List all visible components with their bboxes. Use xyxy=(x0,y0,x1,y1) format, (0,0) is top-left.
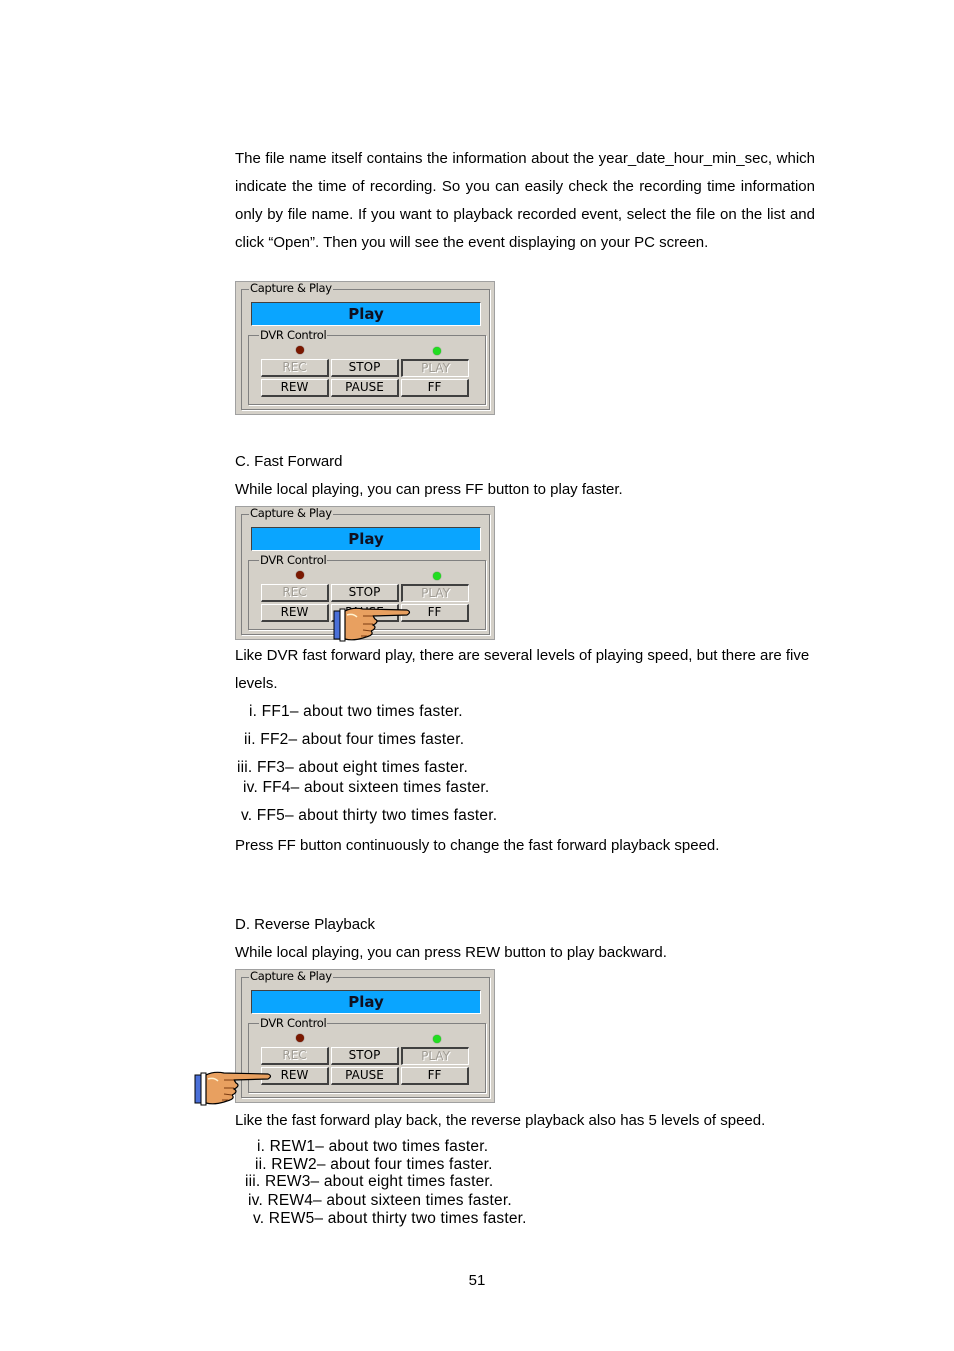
rew-button[interactable]: REW xyxy=(261,379,329,397)
list-item: i. REW1– about two times faster. xyxy=(257,1138,489,1155)
list-item: v. REW5– about thirty two times faster. xyxy=(253,1210,527,1227)
rec-button[interactable]: REC xyxy=(261,359,329,377)
play-status-bar: Play xyxy=(251,527,481,551)
section-d-intro: While local playing, you can press REW button to play backward. xyxy=(235,944,667,961)
pause-button[interactable]: PAUSE xyxy=(331,379,399,397)
pause-button[interactable]: PAUSE xyxy=(331,1067,399,1085)
section-d-after-image: Like the fast forward play back, the reverse playback also has 5 levels of speed. xyxy=(235,1112,766,1129)
record-indicator-led xyxy=(296,1034,304,1042)
record-indicator-led xyxy=(296,346,304,354)
dvr-control-group-title: DVR Control xyxy=(260,328,327,342)
intro-paragraph: The file name itself contains the information about the year_date_hour_min_sec, which indicate the time of recording. So you can easily check the recording time information only by file name. If you want to playback recorded event, select the file on the list and click “Open”. Then you will see the event displaying on your PC screen. xyxy=(235,150,815,251)
play-indicator-led xyxy=(433,572,441,580)
list-item: iv. REW4– about sixteen times faster. xyxy=(248,1192,512,1209)
play-status-bar: Play xyxy=(251,302,481,326)
play-indicator-led xyxy=(433,347,441,355)
play-button[interactable]: PLAY xyxy=(401,1047,469,1065)
play-button[interactable]: PLAY xyxy=(401,359,469,377)
dvr-control-group-title: DVR Control xyxy=(260,1016,327,1030)
rec-button[interactable]: REC xyxy=(261,1047,329,1065)
ff-button[interactable]: FF xyxy=(401,1067,469,1085)
dvr-control-group-title: DVR Control xyxy=(260,553,327,567)
list-item: iv. FF4– about sixteen times faster. xyxy=(243,779,490,796)
capture-play-group-title: Capture & Play xyxy=(250,969,332,983)
list-item: ii. FF2– about four times faster. xyxy=(244,731,465,748)
pointing-hand-icon xyxy=(194,1069,274,1107)
play-button[interactable]: PLAY xyxy=(401,584,469,602)
pointing-hand-icon xyxy=(333,605,413,643)
section-c-heading: C. Fast Forward xyxy=(235,453,343,470)
capture-play-panel xyxy=(235,281,495,415)
capture-play-group-title: Capture & Play xyxy=(250,506,332,520)
page-number: 51 xyxy=(468,1272,486,1289)
rec-button[interactable]: REC xyxy=(261,584,329,602)
play-indicator-led xyxy=(433,1035,441,1043)
stop-button[interactable]: STOP xyxy=(331,1047,399,1065)
list-item: i. FF1– about two times faster. xyxy=(249,703,463,720)
list-item: iii. REW3– about eight times faster. xyxy=(245,1173,494,1190)
list-item: iii. FF3– about eight times faster. xyxy=(237,759,468,776)
section-c-intro: While local playing, you can press FF button to play faster. xyxy=(235,481,623,498)
list-item: ii. REW2– about four times faster. xyxy=(255,1156,493,1173)
section-c-note: Press FF button continuously to change the fast forward playback speed. xyxy=(235,837,720,854)
stop-button[interactable]: STOP xyxy=(331,584,399,602)
ff-button[interactable]: FF xyxy=(401,379,469,397)
stop-button[interactable]: STOP xyxy=(331,359,399,377)
section-c-after-image: Like DVR fast forward play, there are several levels of playing speed, but there are five levels. xyxy=(235,647,810,692)
play-status-bar: Play xyxy=(251,990,481,1014)
list-item: v. FF5– about thirty two times faster. xyxy=(241,807,498,824)
ff-button[interactable]: FF xyxy=(401,604,469,622)
capture-play-panel xyxy=(235,969,495,1103)
rew-button[interactable]: REW xyxy=(261,1067,329,1085)
record-indicator-led xyxy=(296,571,304,579)
rew-button[interactable]: REW xyxy=(261,604,329,622)
section-d-heading: D. Reverse Playback xyxy=(235,916,376,933)
capture-play-group-title: Capture & Play xyxy=(250,281,332,295)
